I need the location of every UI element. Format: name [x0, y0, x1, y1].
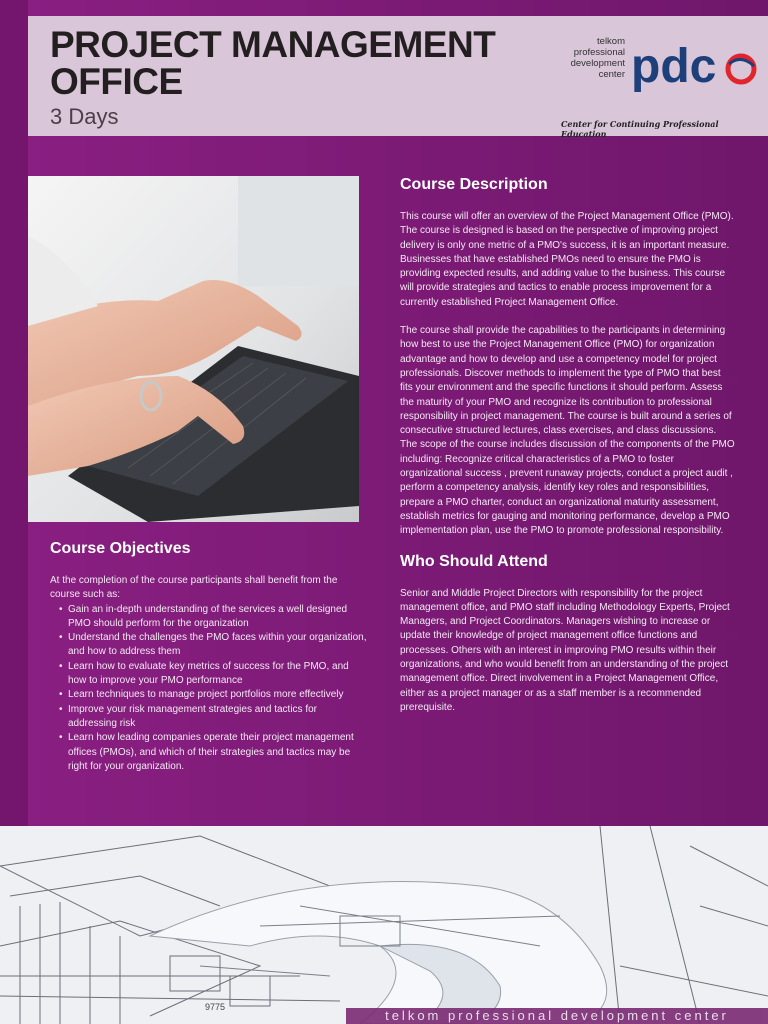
blueprint-image	[0, 826, 768, 1024]
course-description-paragraph-1: This course will offer an overview of the Project Management Office (PMO). The course is designed is based on the perspective of improving project delivery is only one metric of a PMO's success, it is an important measure. Businesses that have established PMOs need to ensure the PMO is providing expected results, and adding value to the business. This course will provide strategies and tactics to enable process improvement for a currently established Project Management Office.	[400, 211, 734, 308]
objective-item: • Learn how leading companies operate their project management offices (PMOs), and which of their strategies and tactics may be right for your organization.	[68, 731, 368, 774]
left-column	[50, 540, 368, 774]
logo-line-3: development	[570, 58, 625, 69]
logo-line-4: center	[598, 69, 625, 80]
page-title	[50, 26, 530, 100]
logo-line-2: professional	[573, 47, 625, 58]
blueprint-drawing	[0, 826, 768, 1024]
pdc-logo	[561, 34, 761, 139]
logo-tagline: Center for Continuing Professional Education	[561, 119, 719, 139]
course-objectives-heading: Course Objectives	[50, 540, 191, 557]
svg-text:9775: 9775	[205, 1002, 226, 1012]
course-description-paragraph-2: The course shall provide the capabilities to the participants in determining how best to use the Project Management Office (PMO) for organization advantage and how to develop and use a competency model for project professionals. Discover methods to implement the type of PMO that best fits your environment and the specific functions it should perform. Assess the maturity of your PMO and recognize its contribution to professional responsibility in project management. The course is built around a series of consecutive structured lectures, class exercises, and class discussions. The scope of the course includes discussion of the components of the PMO including: Recognize critical characteristics of a PMO to foster organizational success , prevent runaway projects, conduct a project audit , perform a competency analysis, identify key roles and responsibilities, prepare a PMO charter, conduct an organizational maturity assessment, establish metrics for gauging and monitoring performance, develop a PMO implementation plan, use the PMO to promote professional responsibility.	[400, 325, 735, 537]
pdc-mark-icon	[629, 34, 759, 106]
course-duration: 3 Days	[50, 104, 119, 129]
logo-wordmark	[561, 36, 625, 80]
right-column	[400, 176, 735, 715]
pdc-mark-text: pdc	[631, 40, 717, 93]
objective-item: • Gain an in-depth understanding of the services a well designed PMO should perform for the organization	[68, 603, 368, 632]
who-should-attend-text: Senior and Middle Project Directors with responsibility for the project management office, and PMO staff including Methodology Experts, Project Managers, and Project Coordinators. Managers wishing to increase or update their knowledge of project management office functions and processes. Others with an interest in improving PMO results within their organizations, and who would benefit from an understanding of the project management office. Direct involvement in a Project Management Office, either as a project manager or as a staff member is a recommended prerequisite.	[400, 587, 730, 713]
objective-item: • Learn techniques to manage project portfolios more effectively	[68, 688, 368, 702]
objective-item: • Learn how to evaluate key metrics of success for the PMO, and how to improve your PMO performance	[68, 660, 368, 689]
typing-hands-photo	[28, 176, 359, 522]
title-line-1: PROJECT MANAGEMENT	[50, 24, 496, 65]
course-objectives-list	[50, 603, 368, 775]
objective-item: • Understand the challenges the PMO faces within your organization, and how to address them	[68, 631, 368, 660]
course-description-heading: Course Description	[400, 176, 548, 193]
footer-text: telkom professional development center	[385, 1008, 729, 1023]
objective-item: • Improve your risk management strategies and tactics for addressing risk	[68, 703, 368, 732]
laptop-typing-illustration	[28, 176, 359, 522]
logo-line-1: telkom	[597, 36, 625, 47]
who-should-attend-heading: Who Should Attend	[400, 552, 548, 570]
title-line-2: OFFICE	[50, 61, 183, 102]
footer-band	[346, 1008, 768, 1024]
course-objectives-intro: At the completion of the course participants shall benefit from the course such as:	[50, 575, 338, 601]
header-band	[28, 16, 768, 139]
